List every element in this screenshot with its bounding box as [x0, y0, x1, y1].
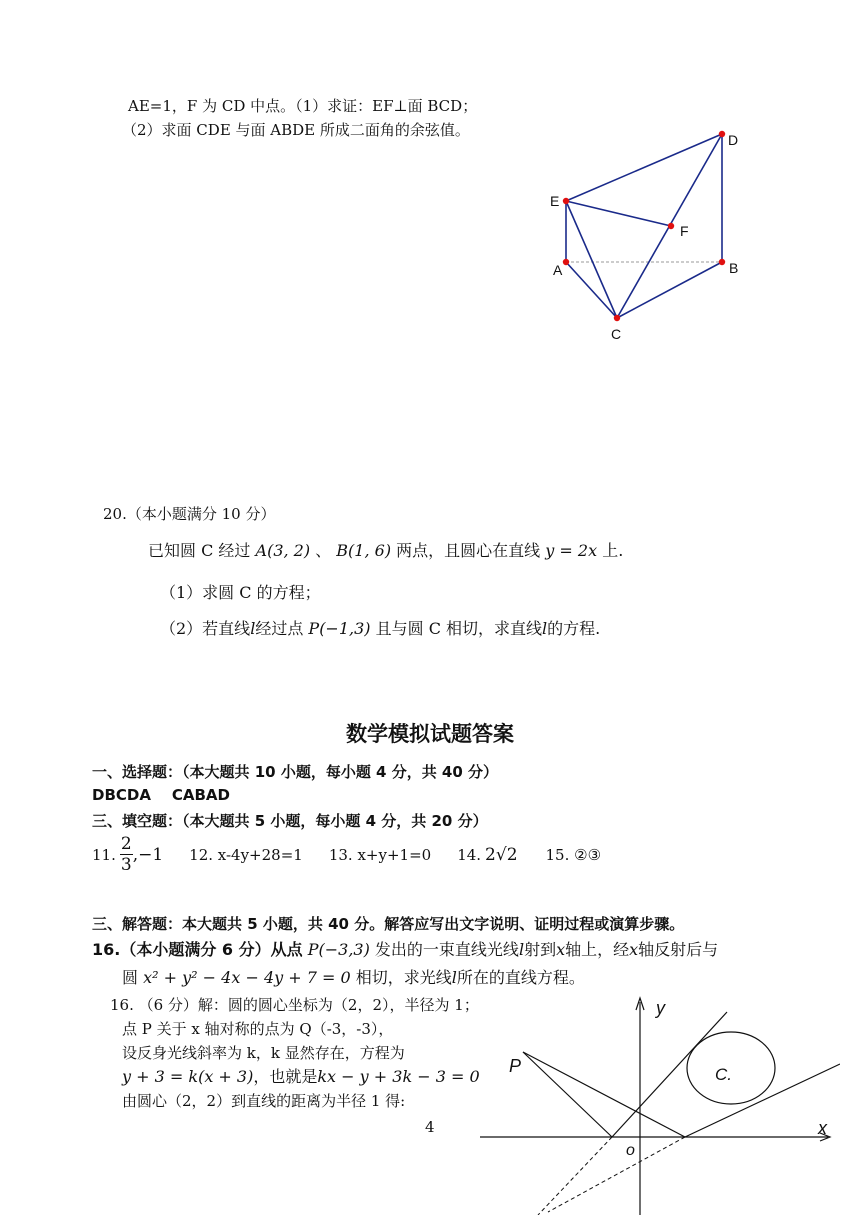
p20-given-c: 上. — [602, 541, 624, 560]
p20-q2-P: P(−1,3) — [308, 619, 371, 638]
p16-statement-2 — [122, 965, 585, 988]
incident-ray-1 — [523, 1052, 612, 1137]
s16-eq2: kx − y + 3k − 3 = 0 — [317, 1067, 480, 1086]
reflected-ray-1 — [612, 1012, 727, 1137]
edge-ED — [566, 134, 722, 201]
page-number: 4 — [425, 1118, 435, 1136]
edge-EC — [566, 201, 617, 318]
s16-line2: 点 P 关于 x 轴对称的点为 Q（-3，-3）， — [122, 1020, 394, 1038]
point-E — [563, 198, 569, 204]
a12: 12. x-4y+28=1 — [189, 845, 303, 864]
section-fill: 三、填空题：（本大题共 5 小题，每小题 4 分，共 20 分） — [92, 812, 488, 830]
p20-header: 20.（本小题满分 10 分） — [103, 505, 276, 523]
p16-intro: 16.（本小题满分 6 分）从点 — [92, 940, 303, 959]
extension-1 — [538, 1137, 612, 1215]
p20-point-B: B(1, 6) — [336, 541, 392, 560]
s16-eq1: y + 3 = k(x + 3) — [122, 1067, 254, 1086]
reflected-ray-2 — [685, 1064, 840, 1137]
p16-l2: l — [451, 968, 457, 987]
p20-q2-d: 的方程. — [547, 619, 601, 638]
p16-l: l — [518, 940, 525, 959]
a15: 15. ②③ — [545, 845, 602, 864]
p16-text-c: 射到 — [524, 940, 557, 959]
a13: 13. x+y+1=0 — [328, 845, 432, 864]
a11-label: 11. — [92, 845, 116, 864]
incident-ray-2 — [523, 1052, 685, 1137]
section-choice: 一、选择题：（本大题共 10 小题，每小题 4 分，共 40 分） — [92, 763, 499, 781]
s16-line4 — [122, 1064, 480, 1087]
label-C: C — [611, 326, 622, 342]
p16-circle-eq: x² + y² − 4x − 4y + 7 = 0 — [143, 968, 351, 987]
extension-2 — [548, 1137, 685, 1212]
s16-that-is: ，也就是 — [253, 1067, 318, 1086]
p20-q2-l: l — [250, 619, 256, 638]
choice-answers: DBCDA CABAD — [92, 786, 230, 804]
p16-x2: x — [629, 940, 639, 959]
a11-numerator: 2 — [120, 834, 132, 854]
p16-text-f: 相切，求光线 — [355, 968, 452, 987]
p16-statement-1 — [92, 937, 718, 960]
p16-text-d: 轴上，经 — [565, 940, 630, 959]
p19-line1: AE=1，F 为 CD 中点。（1）求证：EF⊥面 BCD； — [128, 97, 478, 115]
s16-line1: 16. （6 分）解：圆的圆心坐标为（2，2），半径为 1； — [110, 996, 479, 1014]
p20-q2-b: 经过点 — [255, 619, 304, 638]
label-A: A — [553, 262, 563, 278]
p16-x1: x — [556, 940, 566, 959]
point-C — [614, 315, 620, 321]
a11-denominator: 3 — [120, 855, 132, 875]
p16-point-P: P(−3,3) — [307, 940, 370, 959]
label-D: D — [728, 132, 739, 148]
label-E: E — [550, 193, 560, 209]
point-B — [719, 259, 725, 265]
label-x: x — [818, 1118, 827, 1138]
p20-sep: 、 — [315, 541, 332, 560]
s16-line3: 设反身光线斜率为 k，k 显然存在，方程为 — [122, 1044, 405, 1062]
label-F: F — [680, 223, 689, 239]
point-A — [563, 259, 569, 265]
p20-given-a: 已知圆 C 经过 — [148, 541, 251, 560]
point-F — [668, 223, 674, 229]
p16-text-g: 所在的直线方程。 — [456, 968, 585, 987]
label-P: P — [509, 1056, 522, 1076]
fill-answers — [92, 834, 601, 875]
p20-q2-c: 且与圆 C 相切，求直线 — [375, 619, 543, 638]
p20-q2-l2: l — [542, 619, 548, 638]
p20-q2 — [160, 616, 600, 639]
point-D — [719, 131, 725, 137]
p20-point-A: A(3, 2) — [255, 541, 311, 560]
label-C: C. — [715, 1065, 732, 1084]
label-B: B — [729, 260, 739, 276]
prism-figure — [540, 125, 750, 345]
p20-q2-a: （2）若直线 — [160, 619, 251, 638]
p19-line2: （2）求面 CDE 与面 ABDE 所成二面角的余弦值。 — [122, 121, 470, 139]
a14-label: 14. — [457, 845, 482, 864]
edge-EF — [566, 201, 671, 226]
a11-fraction — [120, 834, 133, 875]
section-solve: 三、解答题：本大题共 5 小题，共 40 分。解答应写出文字说明、证明过程或演算步骤。 — [92, 915, 685, 933]
a14-value: 2√2 — [485, 844, 518, 865]
p20-line-eq: y = 2x — [545, 541, 598, 560]
p20-given — [148, 538, 623, 561]
reflection-figure — [470, 990, 840, 1215]
p16-text-b: 发出的一束直线光线 — [374, 940, 519, 959]
p16-circle-lead: 圆 — [122, 968, 139, 987]
p20-q1: （1）求圆 C 的方程； — [160, 583, 321, 602]
p16-text-e: 轴反射后与 — [638, 940, 719, 959]
a11-rest: ,−1 — [132, 844, 164, 865]
edge-CA — [566, 262, 617, 318]
label-o: o — [626, 1142, 635, 1159]
s16-line5: 由圆心（2，2）到直线的距离为半径 1 得: — [122, 1092, 406, 1110]
label-y: y — [656, 998, 665, 1018]
p20-given-b: 两点，且圆心在直线 — [396, 541, 541, 560]
answers-title: 数学模拟试题答案 — [346, 722, 514, 746]
